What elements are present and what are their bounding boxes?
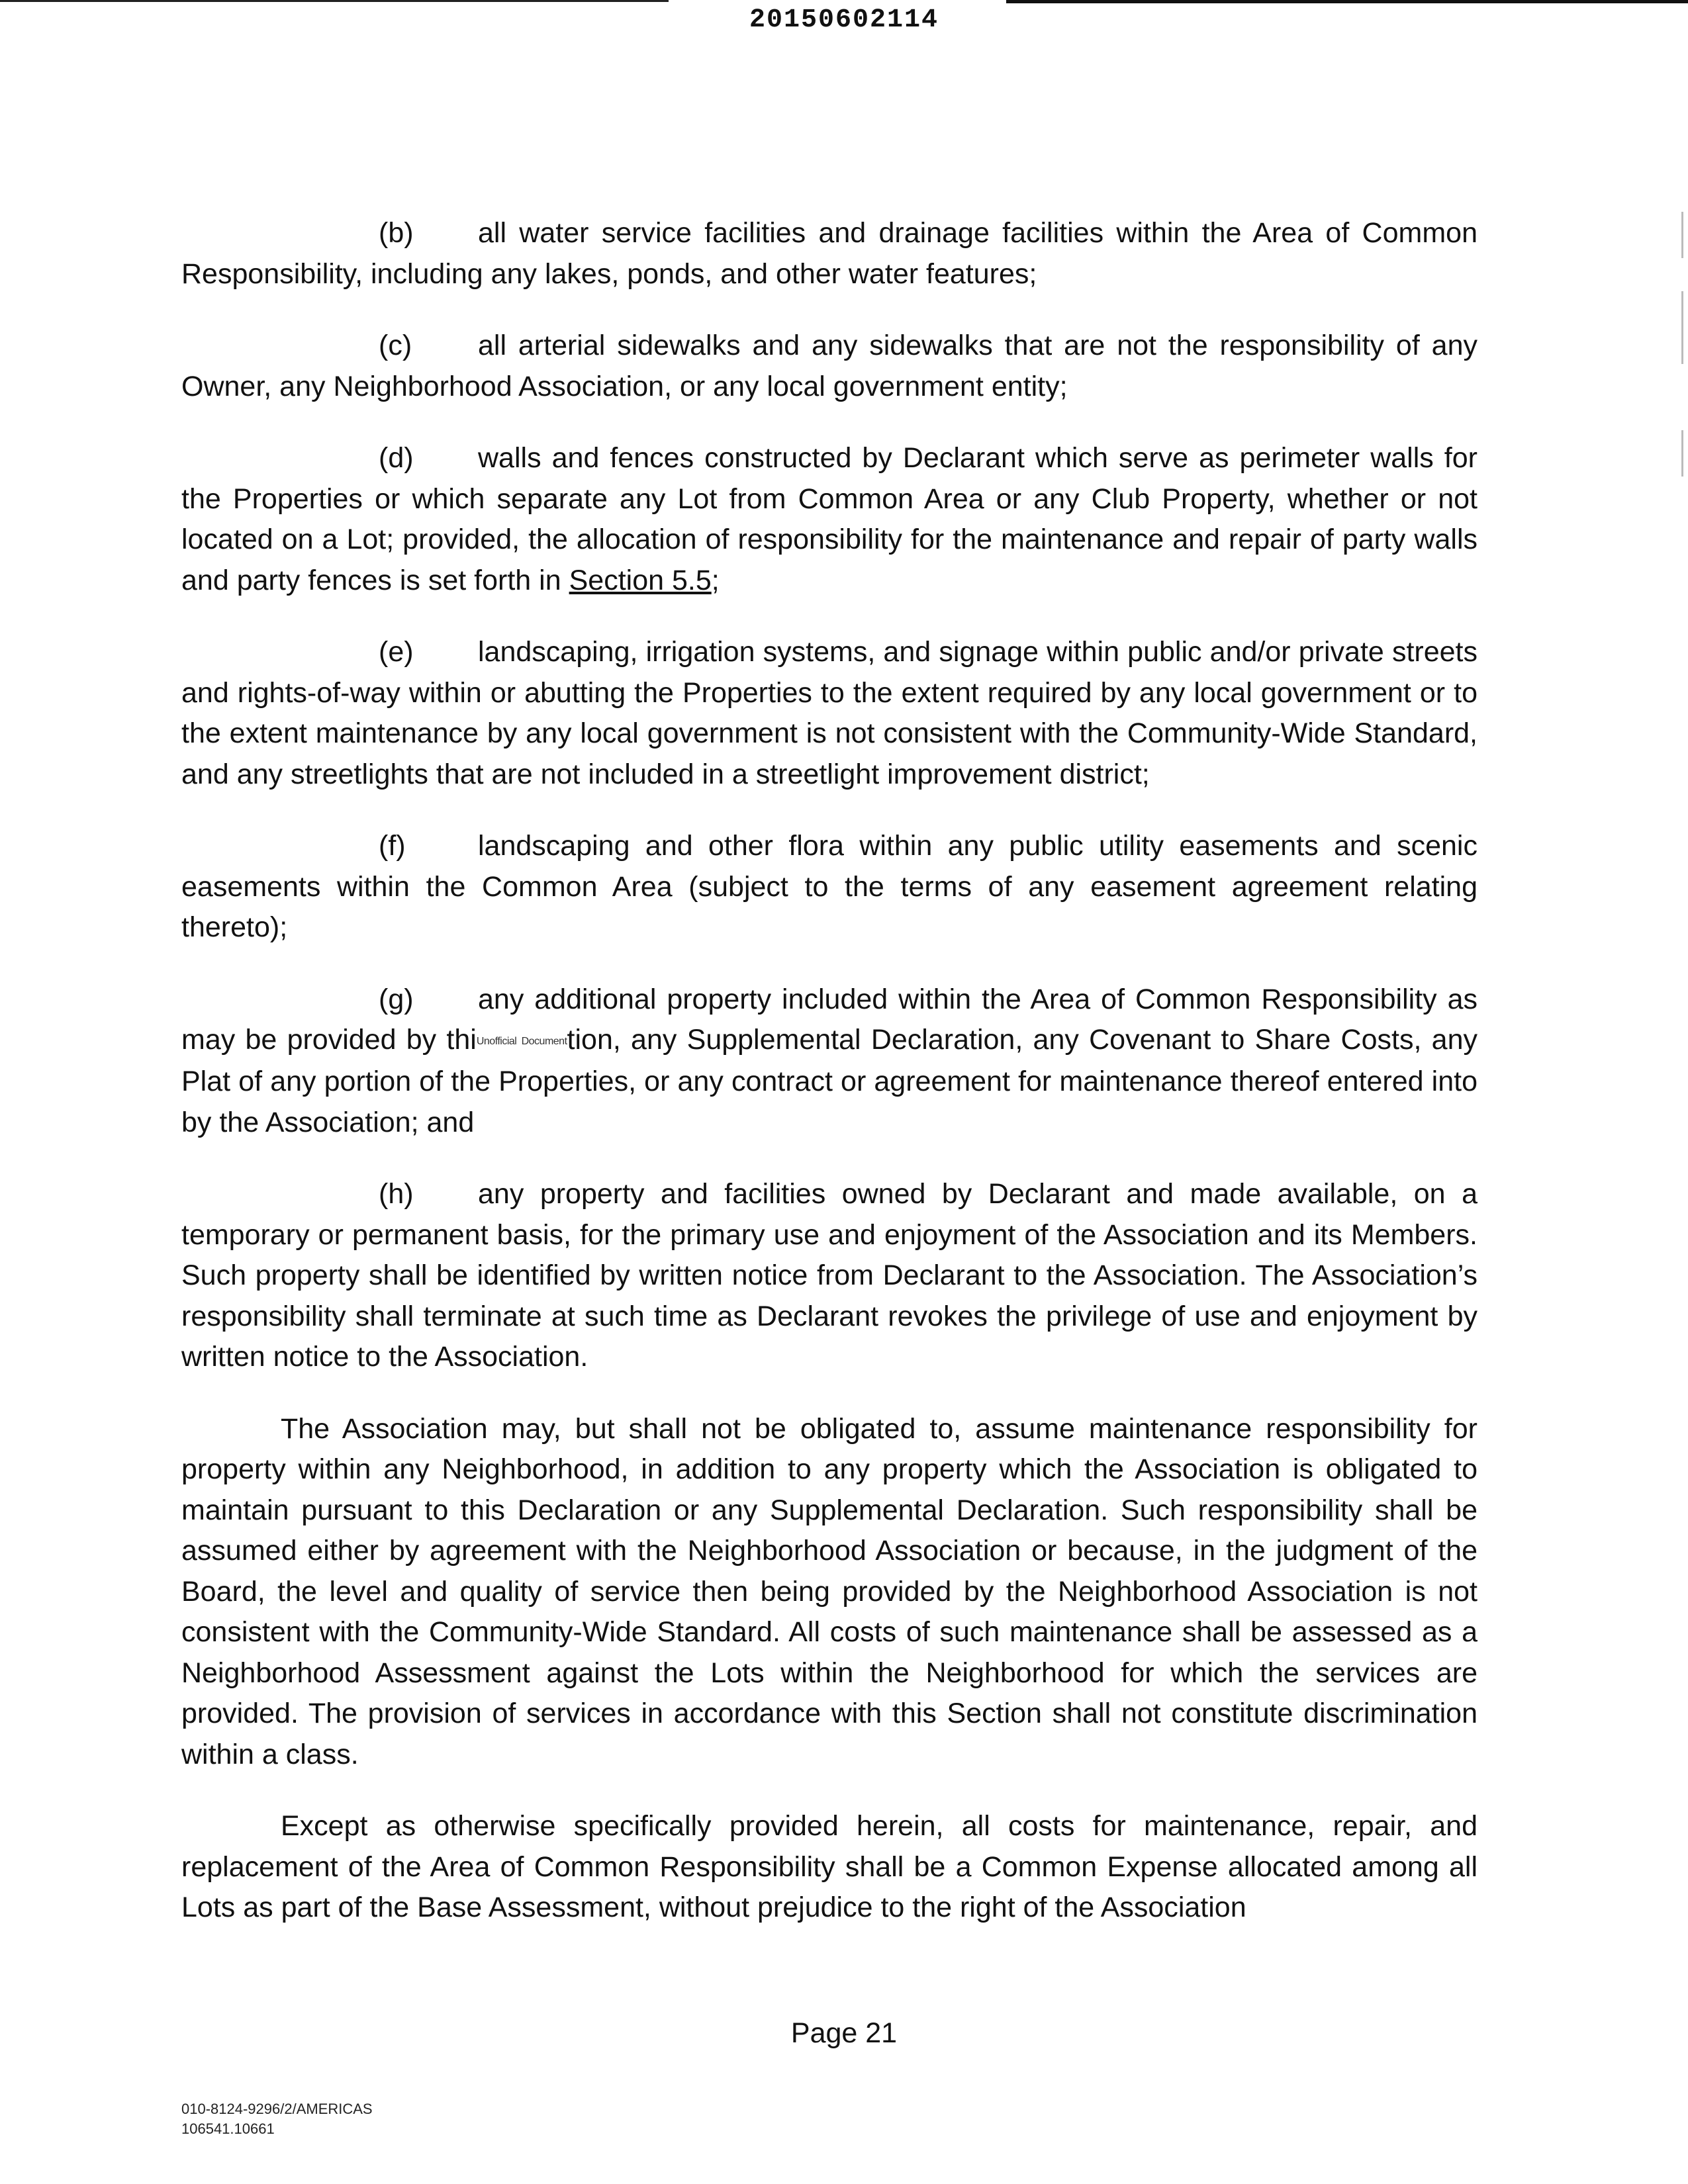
subparagraph-text: walls and fences constructed by Declarant which serve as perimeter walls for the Properties or which separate any Lot from Common Area or any Club Property, whether or not located on a Lot; provided, the allocation of responsibility for the maintenance and repair of party walls and party fences is set forth in	[181, 442, 1477, 596]
scan-edge-mark	[1681, 212, 1683, 258]
document-body	[181, 213, 1477, 1960]
subparagraph-b	[181, 213, 1477, 295]
top-rule-right	[1006, 0, 1688, 3]
subparagraph-label: (c)	[379, 330, 412, 361]
body-paragraph: Except as otherwise specifically provided herein, all costs for maintenance, repair, and replacement of the Area of Common Responsibility shall be a Common Expense allocated among all Lots as part of the Base Assessment, without prejudice to the right of the Association	[181, 1810, 1477, 1924]
document-number: 20150602114	[749, 5, 939, 35]
subparagraph-text: any additional property included within the Area of Common Responsibility as may be provided by thi	[181, 983, 1477, 1056]
subparagraph-text: landscaping and other flora within any public utility easements and scenic easements within the Common Area (subject to the terms of any easement agreement relating thereto);	[181, 830, 1477, 943]
subparagraph-h	[181, 1174, 1477, 1378]
subparagraph-f	[181, 826, 1477, 948]
top-rule-left	[0, 0, 669, 2]
subparagraph-label: (d)	[379, 442, 414, 474]
footer-line: 106541.10661	[181, 2120, 275, 2137]
scan-edge-mark	[1681, 430, 1683, 477]
subparagraph-text-end: tion, any Supplemental Declaration, any Covenant to Share Costs, any Plat of any portion of the Properties, or any contract or agreement for maintenance thereof entered into by the Association; and	[181, 1024, 1477, 1138]
subparagraph-label: (f)	[379, 830, 406, 862]
unofficial-document-watermark: Unofficial Document	[476, 1035, 567, 1047]
subparagraph-e	[181, 632, 1477, 795]
body-paragraph: The Association may, but shall not be obligated to, assume maintenance responsibility for property within any Neighborhood, in addition to any property which the Association is obligated to maintain pursuant to this Declaration or any Supplemental Declaration. Such responsibility shall be assumed either by agreement with the Neighborhood Association or because, in the judgment of the Board, the level and quality of service then being provided by the Neighborhood Association is not consistent with the Community-Wide Standard. All costs of such maintenance shall be assessed as a Neighborhood Assessment against the Lots within the Neighborhood for which the services are provided. The provision of services in accordance with this Section shall not constitute discrimination within a class.	[181, 1412, 1477, 1770]
section-reference-link[interactable]: Section 5.5	[569, 564, 712, 596]
subparagraph-text: landscaping, irrigation systems, and signage within public and/or private streets and rights-of-way within or abutting the Properties to the extent required by any local government or to the extent maintenance by any local government is not consistent with the Community-Wide Standard, and any streetlights that are not included in a streetlight improvement district;	[181, 636, 1477, 790]
subparagraph-label: (e)	[379, 636, 414, 668]
subparagraph-text: any property and facilities owned by Declarant and made available, on a temporary or permanent basis, for the primary use and enjoyment of the Association and its Members. Such property shall be identified by written notice from Declarant to the Association. The Association’s responsibility shall terminate at such time as Declarant revokes the privilege of use and enjoyment by written notice to the Association.	[181, 1178, 1477, 1373]
page-number: Page 21	[790, 2017, 898, 2049]
subparagraph-label: (h)	[379, 1178, 414, 1210]
scan-edge-mark	[1681, 291, 1683, 364]
footer-line: 010-8124-9296/2/AMERICAS	[181, 2101, 373, 2117]
subparagraph-g	[181, 979, 1477, 1144]
subparagraph-c	[181, 326, 1477, 407]
subparagraph-d	[181, 438, 1477, 601]
subparagraph-label: (g)	[379, 983, 414, 1015]
subparagraph-text: all water service facilities and drainage facilities within the Area of Common Responsibility, including any lakes, ponds, and other water features;	[181, 217, 1477, 290]
footer-doc-id	[181, 2099, 373, 2139]
subparagraph-text-end: ;	[711, 564, 720, 596]
subparagraph-label: (b)	[379, 217, 414, 249]
subparagraph-text: all arterial sidewalks and any sidewalks that are not the responsibility of any Owner, any Neighborhood Association, or any local government entity;	[181, 330, 1477, 402]
